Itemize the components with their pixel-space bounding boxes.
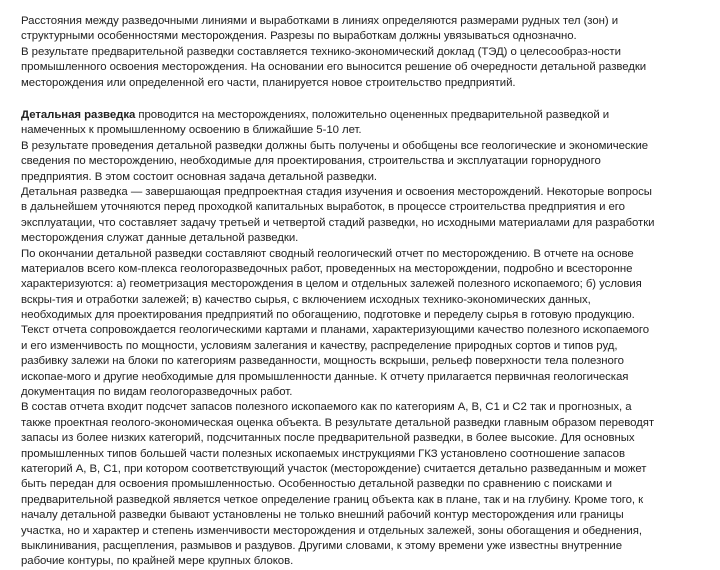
text-line: рабочие контуры, по крайней мере крупных блоков.: [21, 555, 294, 568]
text-line: месторождения или определенной его части, планируется новое строительство предприятий.: [21, 76, 516, 89]
text-line: промышленного освоения месторождения. На основании его выносится решение об очередности детальной разведки: [21, 61, 647, 74]
text-line: выклинивания, расщепления, размывов и раздувов. Другими словами, к этому времени уже известны внутренние: [21, 539, 623, 552]
section-heading-term: Детальная разведка: [21, 109, 136, 121]
text-line: В результате предварительной разведки составляется технико-экономический доклад (ТЭД) о целесообраз-ности: [21, 45, 621, 58]
text-line: Расстояния между разведочными линиями и выработками в линиях определяются размерами рудных тел (зон) и: [21, 15, 619, 27]
text-line: вскры-тия и отработки залежей; в) качество сырья, с включением исходных технико-экономических данных,: [21, 293, 591, 306]
text-line: предприятия. В этом состоит основная задача детальной разведки.: [21, 170, 378, 183]
text-line: документация по видам геологоразведочных работ.: [21, 386, 293, 399]
text-line: участка, но и характер и степень изменчивости месторождения и отдельных залежей, зоны обогащения и обеднения,: [21, 524, 642, 537]
text-line: характеризуются: а) геометризация месторождения в целом и отдельных залежей полезного ископаемого; б) условия: [21, 278, 642, 291]
text-line: разбивку залежи на блоки по категориям разведанности, мощность вскрыши, рельеф поверхности тела полезного: [21, 355, 624, 368]
text-line: быть передан для освоения промышленностью. Особенностью детальной разведки по сравнению с поисками и: [21, 478, 612, 491]
text-line: ископае-мого и другие необходимые для промышленности данные. К отчету прилагается первичная геологическая: [21, 370, 629, 383]
text-line: запасы из более низких категорий, подсчитанных после предварительной разведки, в более высокие. Для основных: [21, 432, 635, 445]
text-line: намеченных к промышленному освоению в ближайшие 5-10 лет.: [21, 124, 362, 137]
text-line: в дальнейшем уточняются перед проходкой капитальных выработок, в процессе строительства предприятия и его: [21, 201, 625, 214]
text-line: По окончании детальной разведки составляют сводный геологический отчет по месторождению. В отчете на основе: [21, 247, 634, 260]
text-line: материалов всего ком-плекса геологоразведочных работ, проведенных на месторождении, подробно и всесторонне: [21, 262, 633, 275]
text-line: Текст отчета сопровождается геологическими картами и планами, характеризующими качество полезного ископаемого: [21, 324, 649, 337]
text-line: также проектная геолого-экономическая оценка объекта. В результате детальной разведки главным образом переводят: [21, 416, 655, 429]
text-line: началу детальной разведки бывают установлены не только внешний рабочий контур месторождения или границы: [21, 509, 624, 522]
text-line: категорий А, В, С1, при котором соответствующий участок (месторождение) считается детально разведанным и может: [21, 462, 647, 475]
text-line: сведения по месторождению, необходимые для проектирования, строительства и эксплуатации горнорудного: [21, 155, 601, 168]
detailed-exploration-section: [21, 108, 705, 570]
text-line: месторождения служат данные детальной разведки.: [21, 232, 299, 245]
text-line: необходимых для проектирования предприятий по обогащению, подготовке и переделу сырья в готовую продукцию.: [21, 309, 635, 322]
text-line: предварительной разведкой является четкое определение границ объекта как в плане, так и на глубину. Кроме того, к: [21, 493, 644, 506]
text-line: структурными особенностями месторождения. Разрезы по выработкам должны увязываться однозначно.: [21, 30, 577, 43]
text-line: эксплуатации, что составляет задачу третьей и четвертой стадий разведки, но исходными материалами для разработки: [21, 216, 655, 229]
text-line: и его изменчивость по мощности, условиям залегания и качеству, распределение природных сортов и типов руд,: [21, 339, 618, 352]
text-line: В состав отчета входит подсчет запасов полезного ископаемого как по категориям А, В, С1 и С2 так и прогнозных, а: [21, 401, 632, 414]
text-line: [21, 108, 705, 123]
text-segment: проводится на месторождениях, положительно оцененных предварительной разведкой и: [135, 109, 610, 121]
text-line: Детальная разведка — завершающая предпроектная стадия изучения и освоения месторождений. Некоторые вопросы: [21, 185, 652, 198]
text-line: промышленных типов большей части полезных ископаемых инструкциями ГКЗ установлено соотношение запасов: [21, 447, 625, 460]
intro-paragraph: [21, 14, 705, 91]
text-line: В результате проведения детальной разведки должны быть получены и обобщены все геологические и экономические: [21, 139, 649, 152]
